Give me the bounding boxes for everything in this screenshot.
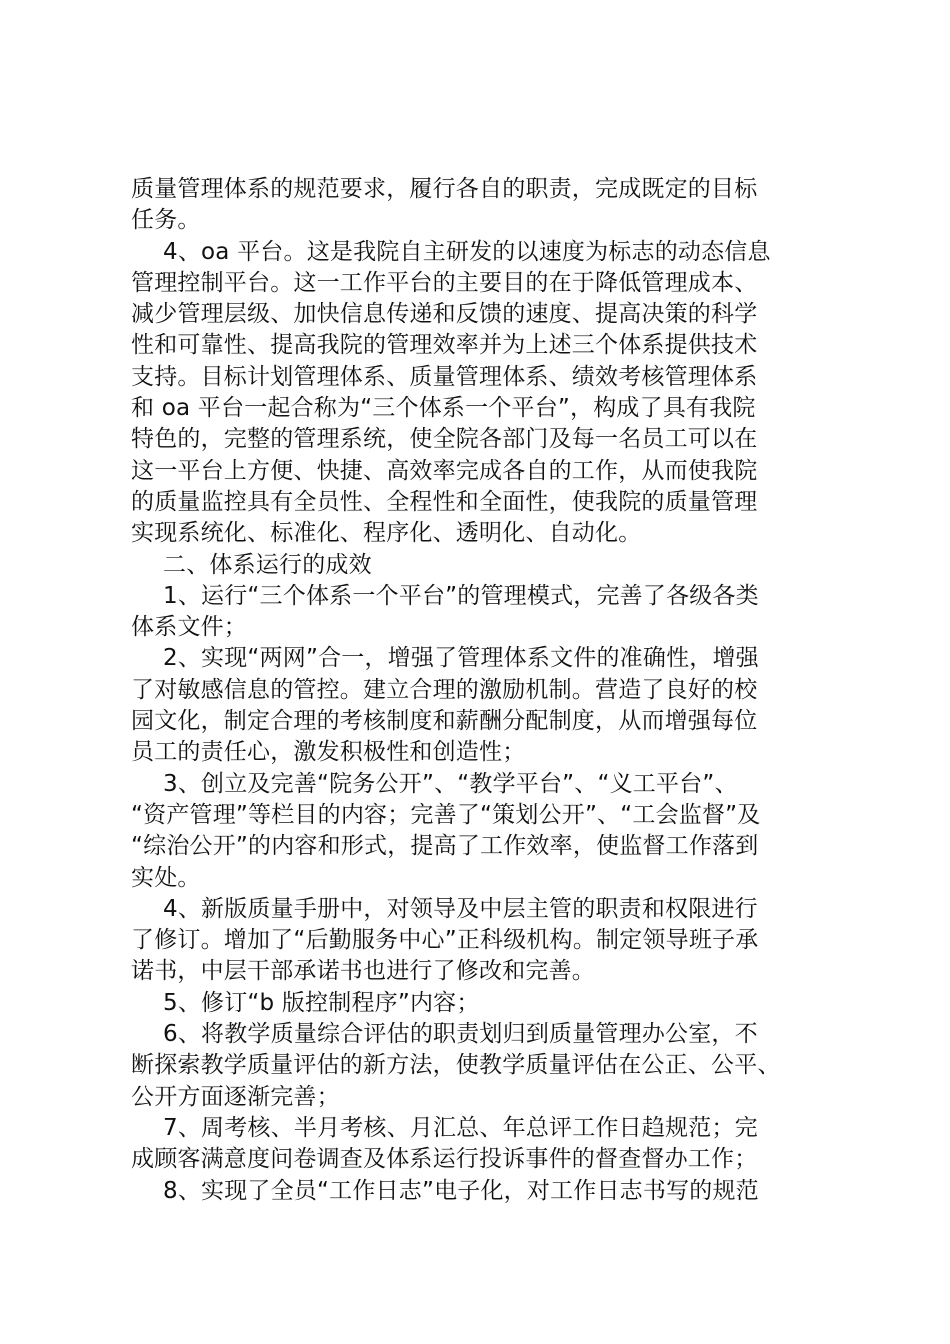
- text-line: 特色的，完整的管理系统，使全院各部门及每一名员工可以在: [131, 426, 758, 453]
- text-line: 公开方面逐渐完善；: [131, 1083, 340, 1110]
- text-line: 实现系统化、标准化、程序化、透明化、自动化。: [131, 520, 642, 547]
- text-line: 性和可靠性、提高我院的管理效率并为上述三个体系提供技术: [131, 332, 758, 359]
- text-line: “资产管理”等栏目的内容；完善了“策划公开”、“工会监督”及: [131, 801, 761, 828]
- text-line: 实处。: [131, 864, 201, 891]
- text-line: 6、将教学质量综合评估的职责划归到质量管理办公室，不: [163, 1021, 758, 1048]
- text-line: 4、新版质量手册中，对领导及中层主管的职责和权限进行: [163, 895, 758, 922]
- text-line: 4、oa 平台。这是我院自主研发的以速度为标志的动态信息: [163, 238, 771, 265]
- text-line: 5、修订“b 版控制程序”内容；: [163, 989, 480, 1016]
- text-line: 任务。: [131, 207, 201, 234]
- text-line: 管理控制平台。这一工作平台的主要目的在于降低管理成本、: [131, 269, 758, 296]
- text-line: 断探索教学质量评估的新方法，使教学质量评估在公正、公平、: [131, 1052, 781, 1079]
- text-line: 成顾客满意度问卷调查及体系运行投诉事件的督查督办工作；: [131, 1146, 758, 1173]
- text-line: 质量管理体系的规范要求，履行各自的职责，完成既定的目标: [131, 176, 758, 202]
- text-line: 3、创立及完善“院务公开”、“教学平台”、“义工平台”、: [163, 770, 738, 797]
- text-line: 员工的责任心，激发积极性和创造性；: [131, 739, 526, 766]
- text-line: 二、体系运行的成效: [163, 551, 372, 578]
- text-line: 了修订。增加了“后勤服务中心”正科级机构。制定领导班子承: [131, 927, 759, 954]
- text-line: 园文化，制定合理的考核制度和薪酬分配制度，从而增强每位: [131, 708, 758, 735]
- text-line: 减少管理层级、加快信息传递和反馈的速度、提高决策的科学: [131, 301, 758, 328]
- text-line: 诺书，中层干部承诺书也进行了修改和完善。: [131, 958, 595, 985]
- text-line: 体系文件；: [131, 614, 247, 641]
- text-line: 和 oa 平台一起合称为“三个体系一个平台”，构成了具有我院: [131, 395, 756, 422]
- text-line: 1、运行“三个体系一个平台”的管理模式，完善了各级各类: [163, 582, 759, 609]
- text-line: 7、周考核、半月考核、月汇总、年总评工作日趋规范；完: [163, 1114, 758, 1141]
- text-line: 了对敏感信息的管控。建立合理的激励机制。营造了良好的校: [131, 676, 758, 703]
- text-line: 这一平台上方便、快捷、高效率完成各自的工作，从而使我院: [131, 457, 758, 484]
- document-body: [131, 174, 831, 1207]
- text-line: “综治公开”的内容和形式，提高了工作效率，使监督工作落到: [131, 833, 759, 860]
- text-line: 支持。目标计划管理体系、质量管理体系、绩效考核管理体系: [131, 363, 758, 390]
- text-line: 8、实现了全员“工作日志”电子化，对工作日志书写的规范: [163, 1177, 759, 1204]
- text-line: 的质量监控具有全员性、全程性和全面性，使我院的质量管理: [131, 488, 758, 515]
- text-line: 2、实现“两网”合一，增强了管理体系文件的准确性，增强: [163, 645, 759, 672]
